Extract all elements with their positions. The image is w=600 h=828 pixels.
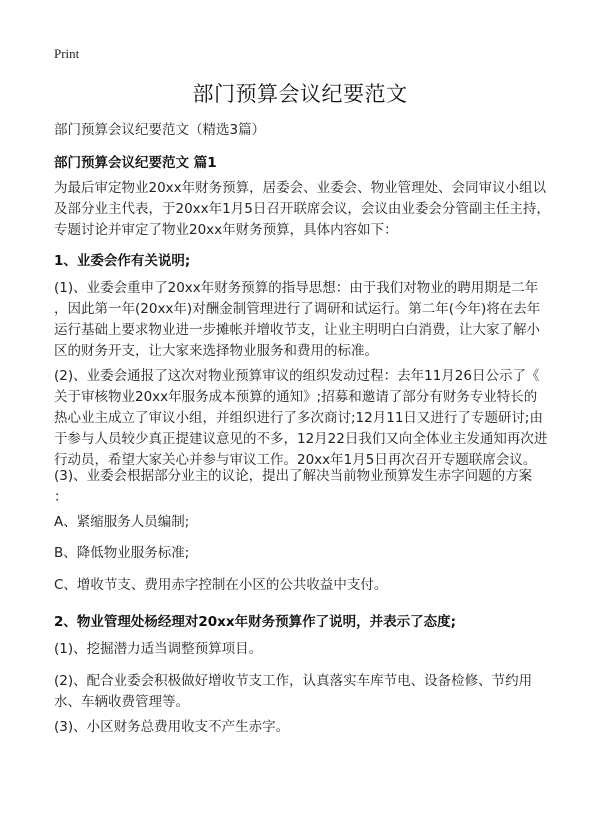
text-line: 区的财务开支，让大家来选择物业服务和费用的标准。 [54, 343, 378, 359]
option-b: B、降低物业服务标准; [54, 545, 190, 561]
paragraph-2 [54, 366, 554, 471]
heading-2: 2、物业管理处杨经理对20xx年财务预算作了说明，并表示了态度; [54, 614, 456, 630]
item-2 [54, 671, 554, 713]
option-a: A、紧缩服务人员编制; [54, 514, 190, 530]
text-line: ： [54, 489, 68, 505]
text-line: 水、车辆收费管理等。 [54, 694, 189, 710]
heading-1: 1、业委会作有关说明; [54, 253, 191, 269]
text-line: 热心业主成立了审议小组，并组织进行了多次商讨;12月11日又进行了专题研讨;由 [54, 410, 543, 426]
text-line: 及部分业主代表，于20xx年1月5日召开联席会议，会议由业委会分管副主任主持， [54, 201, 550, 217]
paragraph-1 [54, 278, 554, 362]
section-title: 部门预算会议纪要范文 篇1 [54, 155, 217, 171]
paragraph-3 [54, 466, 554, 508]
text-line: (1)、业委会重申了20xx年财务预算的指导思想：由于我们对物业的聘用期是二年 [54, 280, 539, 296]
text-line: (3)、业委会根据部分业主的议论，提出了解决当前物业预算发生赤字问题的方案 [54, 468, 533, 484]
item-3: (3)、小区财务总费用收支不产生赤字。 [54, 719, 290, 735]
text-line: 行动员，希望大家关心并参与审议工作。20xx年1月5日再次召开专题联席会议。 [54, 452, 537, 468]
text-line: (2)、业委会通报了这次对物业预算审议的组织发动过程：去年11月26日公示了《 [54, 368, 540, 384]
text-line: 为最后审定物业20xx年财务预算，居委会、业委会、物业管理处、会同审议小组以 [54, 180, 547, 196]
text-line: 于参与人员较少真正提建议意见的不多，12月22日我们又向全体业主发通知再次进 [54, 431, 548, 447]
text-line: 专题讨论并审定了物业20xx年财务预算，具体内容如下： [54, 222, 398, 238]
text-line: ，因此第一年(20xx年)对酬金制管理进行了调研和试运行。第二年(今年)将在去年 [54, 301, 541, 317]
option-c: C、增收节支、费用赤字控制在小区的公共收益中支付。 [54, 577, 388, 593]
text-line: (2)、配合业委会积极做好增收节支工作，认真落实车库节电、设备检修、节约用 [54, 673, 533, 689]
text-line: 运行基础上要求物业进一步摊帐并增收节支，让业主明明白白消费，让大家了解小 [54, 322, 540, 338]
document-subtitle: 部门预算会议纪要范文（精选3篇） [54, 122, 266, 138]
item-1: (1)、挖掘潜力适当调整预算项目。 [54, 641, 263, 657]
print-label: Print [54, 46, 80, 61]
text-line: 关于审核物业20xx年服务成本预算的通知》;招募和邀请了部分有财务专业特长的 [54, 389, 538, 405]
document-title: 部门预算会议纪要范文 [192, 82, 408, 106]
intro-paragraph [54, 178, 554, 241]
